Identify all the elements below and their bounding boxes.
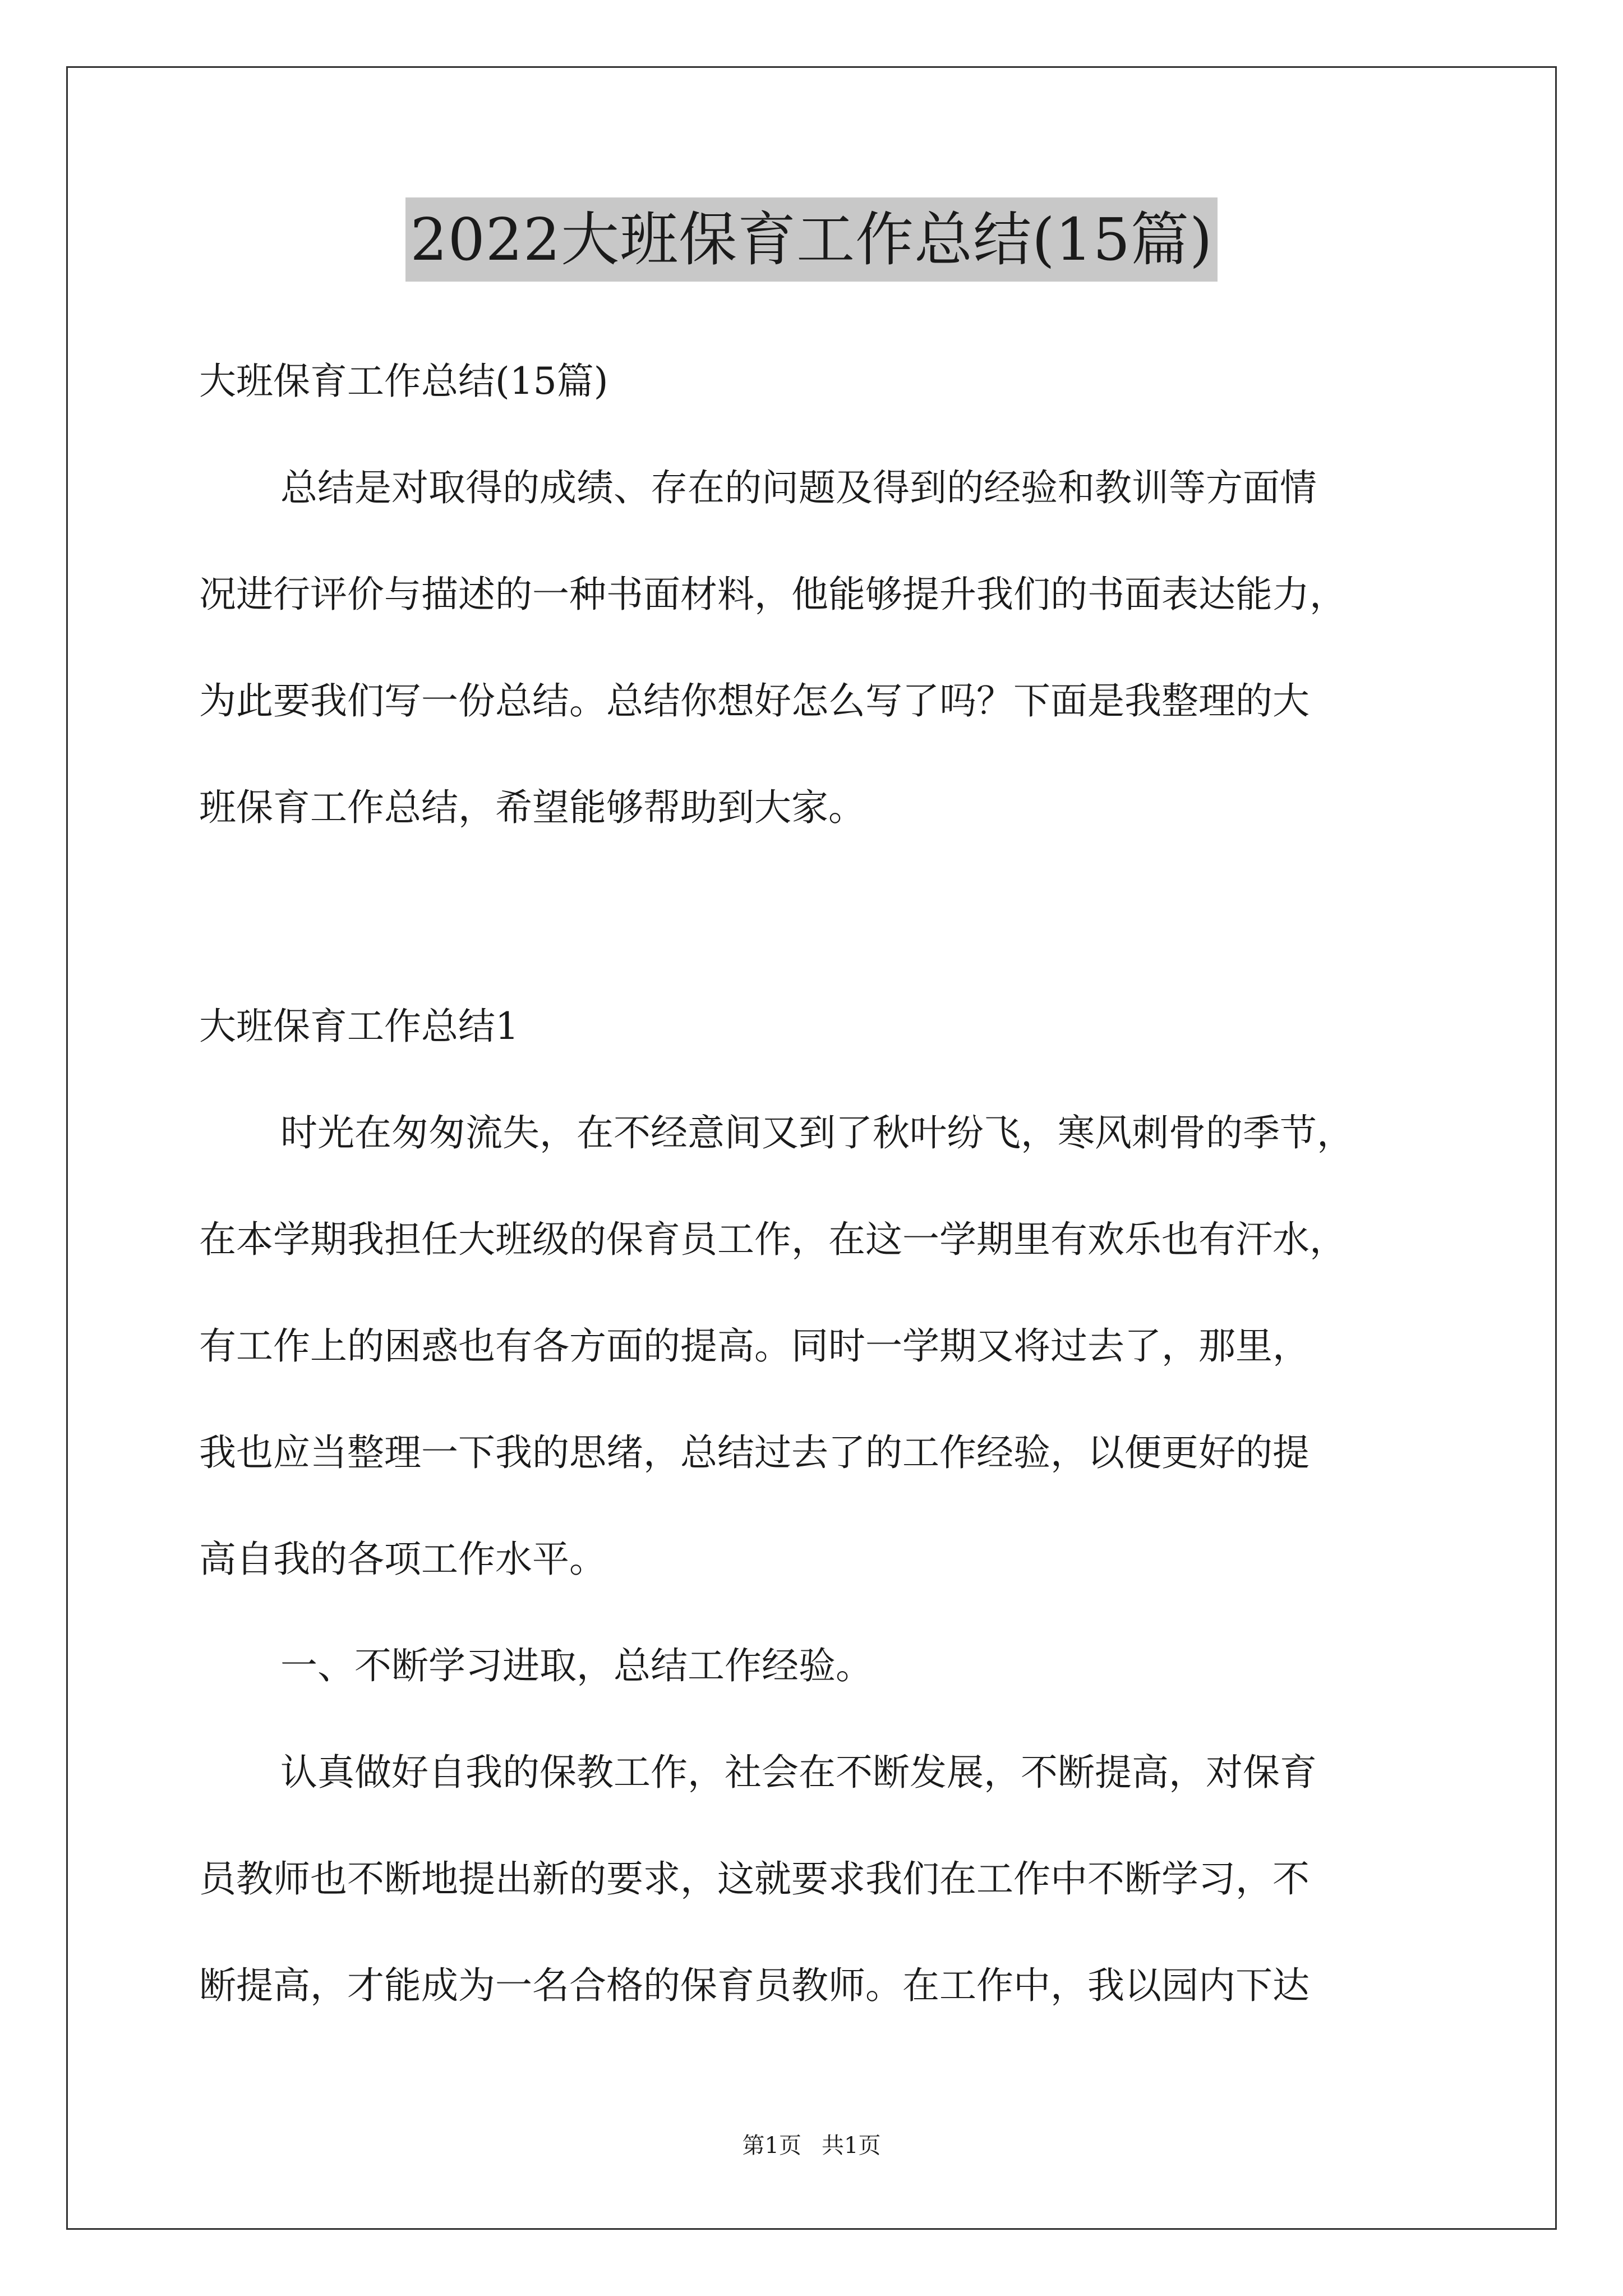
- paragraph-line: 时光在匆匆流失，在不经意间又到了秋叶纷飞，寒风刺骨的季节，: [280, 1111, 1354, 1154]
- paragraph-line: 员教师也不断地提出新的要求，这就要求我们在工作中不断学习，不: [199, 1857, 1310, 1901]
- paragraph-line: 认真做好自我的保教工作，社会在不断发展，不断提高，对保育: [280, 1751, 1317, 1794]
- title-container: [0, 197, 1623, 282]
- page-number: 第1页: [742, 2133, 801, 2159]
- paragraph-line: 高自我的各项工作水平。: [199, 1538, 606, 1581]
- paragraph-line: 断提高，才能成为一名合格的保育员教师。在工作中，我以园内下达: [199, 1964, 1310, 2007]
- paragraph-line: 况进行评价与描述的一种书面材料，他能够提升我们的书面表达能力，: [199, 573, 1347, 616]
- paragraph-line: 我也应当整理一下我的思绪，总结过去了的工作经验，以便更好的提: [199, 1431, 1310, 1474]
- document-title: 2022大班保育工作总结(15篇): [405, 197, 1217, 282]
- page-footer: [0, 2129, 1623, 2162]
- subtitle-line: 大班保育工作总结(15篇): [199, 360, 608, 403]
- paragraph-line: 有工作上的困惑也有各方面的提高。同时一学期又将过去了，那里，: [199, 1324, 1310, 1368]
- section-heading: 大班保育工作总结1: [199, 1005, 519, 1048]
- paragraph-line: 在本学期我担任大班级的保育员工作，在这一学期里有欢乐也有汗水，: [199, 1218, 1347, 1261]
- paragraph-line: 为此要我们写一份总结。总结你想好怎么写了吗？下面是我整理的大: [199, 679, 1310, 723]
- paragraph-line: 班保育工作总结，希望能够帮助到大家。: [199, 786, 865, 829]
- page-total: 共1页: [822, 2133, 881, 2159]
- paragraph-line: 总结是对取得的成绩、存在的问题及得到的经验和教训等方面情: [280, 466, 1317, 509]
- subsection-heading: 一、不断学习进取，总结工作经验。: [280, 1644, 873, 1687]
